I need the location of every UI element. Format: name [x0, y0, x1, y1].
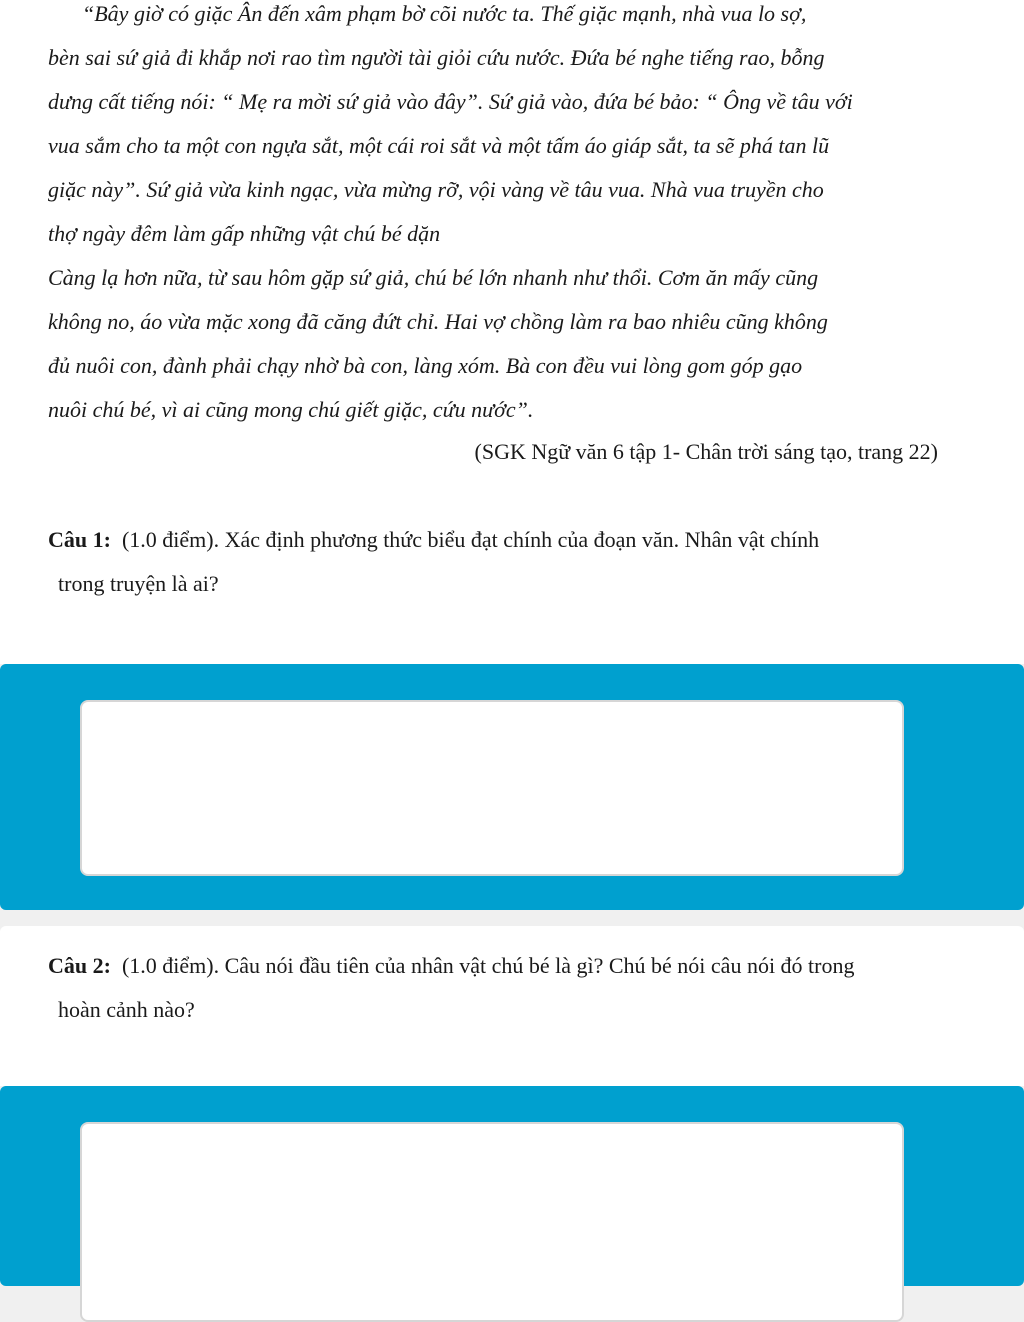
question-1-points: (1.0 điểm). [121, 527, 220, 552]
question-2-card [0, 926, 1024, 1086]
answer-section-1 [0, 664, 1024, 910]
passage-line-4: vua sắm cho ta một con ngựa sắt, một cái roi sắt và một tấm áo giáp sắt, ta sẽ phá tan lũ [48, 133, 830, 158]
question-2-text-line-2: hoàn cảnh nào? [58, 997, 195, 1022]
question-2-label: Câu 2: [48, 953, 111, 978]
question-2-text-line-1: Câu nói đầu tiên của nhân vật chú bé là gì? Chú bé nói câu nói đó trong [224, 953, 855, 978]
passage-source: (SGK Ngữ văn 6 tập 1- Chân trời sáng tạo, trang 22) [474, 439, 938, 464]
question-1-text-line-1: Xác định phương thức biểu đạt chính của đoạn văn. Nhân vật chính [224, 527, 820, 552]
passage-line-10: nuôi chú bé, vì ai cũng mong chú giết giặc, cứu nước”. [48, 397, 534, 422]
passage-text [48, 0, 978, 432]
passage-line-3: dưng cất tiếng nói: “ Mẹ ra mời sứ giả vào đây”. Sứ giả vào, đứa bé bảo: “ Ông về tâu với [48, 89, 853, 114]
question-2-points: (1.0 điểm). [121, 953, 220, 978]
passage-line-2: bèn sai sứ giả đi khắp nơi rao tìm người tài giỏi cứu nước. Đứa bé nghe tiếng rao, bỗng [48, 45, 825, 70]
answer-section-2 [0, 1086, 1024, 1286]
question-1-text-line-2: trong truyện là ai? [58, 571, 219, 596]
passage-line-8: không no, áo vừa mặc xong đã căng đứt chỉ. Hai vợ chồng làm ra bao nhiêu cũng không [48, 309, 828, 334]
question-2 [48, 944, 978, 1032]
passage-line-9: đủ nuôi con, đành phải chạy nhờ bà con, làng xóm. Bà con đều vui lòng gom góp gạo [48, 353, 803, 378]
answer-input-2[interactable] [80, 1122, 904, 1322]
answer-input-1[interactable] [80, 700, 904, 876]
question-1-label: Câu 1: [48, 527, 111, 552]
passage-line-7: Càng lạ hơn nữa, từ sau hôm gặp sứ giả, chú bé lớn nhanh như thổi. Cơm ăn mấy cũng [48, 265, 819, 290]
passage-line-5: giặc này”. Sứ giả vừa kinh ngạc, vừa mừng rỡ, vội vàng về tâu vua. Nhà vua truyền cho [48, 177, 824, 202]
passage-line-6: thợ ngày đêm làm gấp những vật chú bé dặn [48, 221, 441, 246]
passage-line-1: “Bây giờ có giặc Ân đến xâm phạm bờ cõi nước ta. Thế giặc mạnh, nhà vua lo sợ, [82, 1, 807, 26]
question-1 [48, 518, 978, 606]
